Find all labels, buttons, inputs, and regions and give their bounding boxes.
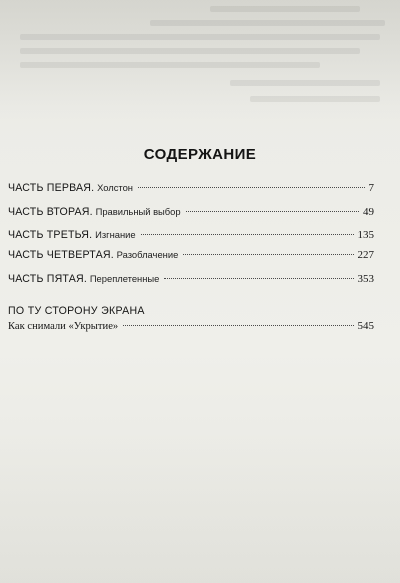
- dot-leader: [164, 278, 353, 279]
- toc-entry: [8, 249, 374, 265]
- toc-separator: .: [89, 206, 93, 218]
- dot-leader: [141, 234, 354, 235]
- toc-page-number: 135: [357, 229, 374, 241]
- toc-entry: [8, 320, 374, 336]
- page-shading-bottom: [0, 430, 400, 583]
- toc-separator: .: [110, 249, 114, 261]
- toc-part-label: ЧАСТЬ ВТОРАЯ: [8, 206, 90, 218]
- toc-page-number: 227: [357, 249, 374, 261]
- toc-page-number: 545: [357, 320, 374, 332]
- toc-entry-label: Как снимали «Укрытие»: [8, 321, 119, 332]
- toc-part-subtitle: Разоблачение: [116, 249, 179, 260]
- toc-separator: .: [91, 182, 95, 194]
- dot-leader: [123, 325, 353, 326]
- dot-leader: [183, 254, 353, 255]
- toc-entry: [8, 273, 374, 289]
- dot-leader: [186, 211, 359, 212]
- toc-part-label: ЧАСТЬ ТРЕТЬЯ: [8, 229, 90, 241]
- toc-page-number: 49: [363, 206, 374, 218]
- toc-page-number: 353: [357, 273, 374, 285]
- toc-part-label: ЧАСТЬ ПЕРВАЯ: [8, 182, 92, 194]
- toc-part-subtitle: Холстон: [97, 182, 133, 193]
- toc-part-subtitle: Переплетенные: [89, 273, 160, 284]
- page-title: СОДЕРЖАНИЕ: [143, 146, 257, 163]
- toc-entry: [8, 182, 374, 198]
- toc-part-label: ЧАСТЬ ЧЕТВЕРТАЯ: [8, 249, 111, 261]
- toc-separator: .: [89, 229, 93, 241]
- toc-page-number: 7: [368, 182, 374, 194]
- toc-part-label: ЧАСТЬ ПЯТАЯ: [8, 273, 84, 285]
- toc-entry: [8, 229, 374, 245]
- dot-leader: [138, 187, 365, 188]
- toc-separator: .: [83, 273, 87, 285]
- section-heading: ПО ТУ СТОРОНУ ЭКРАНА: [8, 305, 145, 317]
- toc-part-subtitle: Правильный выбор: [95, 206, 181, 217]
- show-through-text-top: [0, 0, 400, 125]
- toc-part-subtitle: Изгнание: [95, 229, 136, 240]
- toc-entry: [8, 206, 374, 222]
